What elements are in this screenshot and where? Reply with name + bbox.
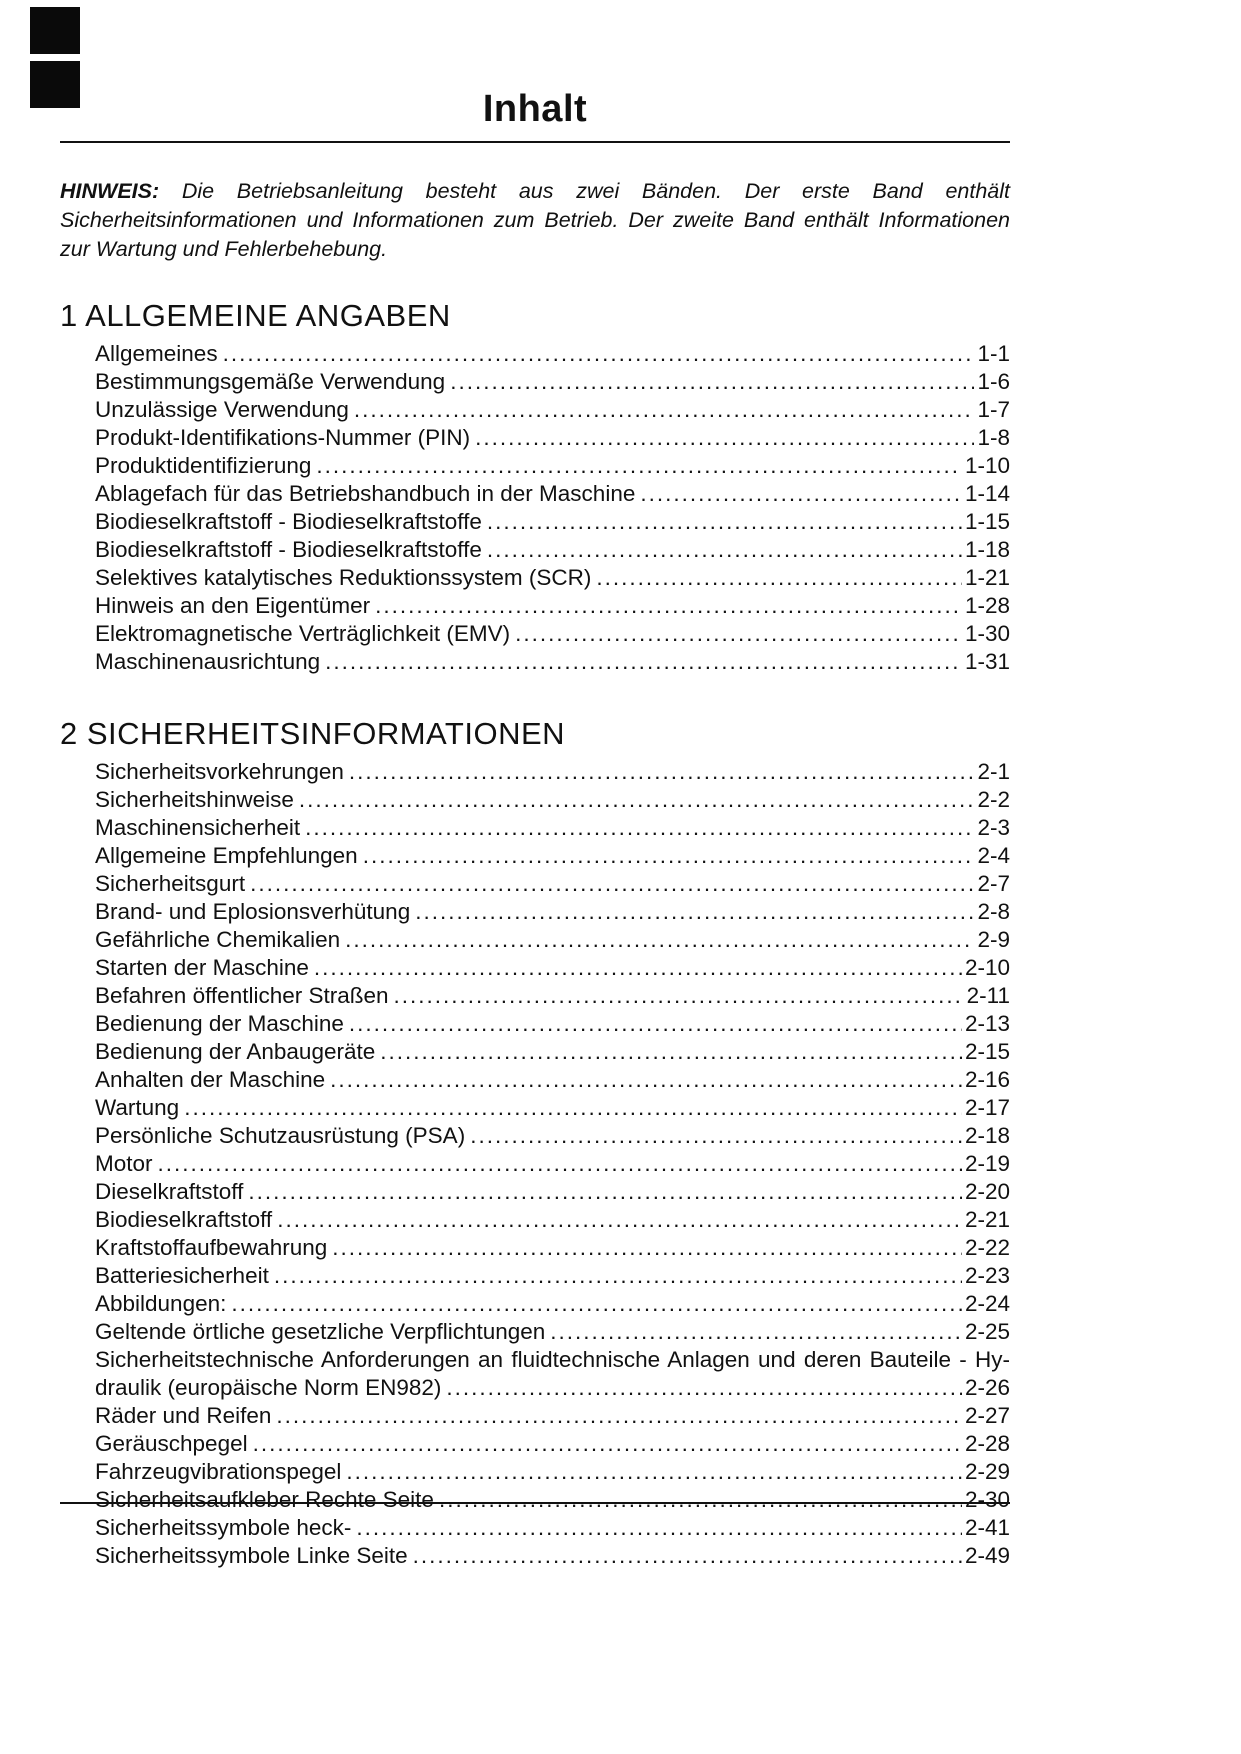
toc-entry-label: Ablagefach für das Betriebshandbuch in der Maschine: [95, 481, 636, 506]
dot-leader: [439, 1486, 962, 1514]
toc-entry-label: Räder und Reifen: [95, 1403, 272, 1428]
toc-row: [95, 1038, 1010, 1066]
toc-row: [95, 1122, 1010, 1150]
toc-entry-label: Batteriesicherheit: [95, 1263, 269, 1288]
toc-row: [95, 508, 1010, 536]
toc-page-number: 1-31: [964, 649, 1010, 674]
toc-page-number: 2-20: [964, 1179, 1010, 1204]
dot-leader: [375, 592, 962, 620]
dot-leader: [231, 1290, 962, 1318]
toc-page-number: 2-9: [977, 927, 1010, 952]
toc-page-number: 2-28: [964, 1431, 1010, 1456]
toc-page-number: 2-27: [964, 1403, 1010, 1428]
toc-entry-label: Maschinensicherheit: [95, 815, 301, 840]
toc-entry-label: Sicherheitsaufkleber Rechte Seite: [95, 1487, 434, 1512]
dot-leader: [596, 564, 962, 592]
toc-entry-label: Allgemeines: [95, 341, 218, 366]
dot-leader: [305, 814, 974, 842]
toc-row: [95, 480, 1010, 508]
toc-page-number: 2-21: [964, 1207, 1010, 1232]
toc-entry-label: Biodieselkraftstoff - Biodieselkraftstoffe: [95, 509, 482, 534]
toc-entry-label: Bedienung der Maschine: [95, 1011, 344, 1036]
toc-entry-label: Starten der Maschine: [95, 955, 309, 980]
toc-row: [95, 1150, 1010, 1178]
dot-leader: [380, 1038, 962, 1066]
toc-page-number: 1-14: [964, 481, 1010, 506]
toc-row: [95, 1262, 1010, 1290]
toc-page-number: 2-23: [964, 1263, 1010, 1288]
dot-leader: [487, 536, 962, 564]
toc-row: [95, 1178, 1010, 1206]
dot-leader: [415, 898, 974, 926]
dot-leader: [223, 340, 975, 368]
toc-row: [95, 620, 1010, 648]
toc-section: [60, 716, 1010, 1570]
dot-leader: [349, 1010, 962, 1038]
toc-entry-label: Geltende örtliche gesetzliche Verpflichtungen: [95, 1319, 546, 1344]
note-label: HINWEIS:: [60, 179, 160, 203]
toc-entry-label: Befahren öffentlicher Straßen: [95, 983, 389, 1008]
toc-row: [95, 340, 1010, 368]
toc-section: [60, 298, 1010, 676]
toc-page-number: 1-21: [964, 565, 1010, 590]
dot-leader: [640, 480, 962, 508]
toc-row: [95, 424, 1010, 452]
toc-entry-label: Motor: [95, 1151, 153, 1176]
toc-page-number: 2-26: [964, 1375, 1010, 1400]
toc-row: [95, 1374, 1010, 1402]
toc-page-number: 2-24: [964, 1291, 1010, 1316]
dot-leader: [325, 648, 962, 676]
section-heading: 2 SICHERHEITSINFORMATIONEN: [60, 716, 566, 751]
toc-page-number: 2-13: [964, 1011, 1010, 1036]
toc-entry-label: Maschinenausrichtung: [95, 649, 321, 674]
toc-page-number: 1-6: [977, 369, 1010, 394]
toc-page-number: 2-49: [964, 1543, 1010, 1568]
toc-entry-label: draulik (europäische Norm EN982): [95, 1375, 442, 1400]
toc-page-number: 2-16: [964, 1067, 1010, 1092]
section-heading: 1 ALLGEMEINE ANGABEN: [60, 298, 451, 333]
toc-row: [95, 814, 1010, 842]
toc-row: [95, 1430, 1010, 1458]
dot-leader: [413, 1542, 962, 1570]
toc: [60, 298, 1010, 1570]
toc-page-number: 2-4: [977, 843, 1010, 868]
toc-page-number: 2-11: [966, 983, 1010, 1008]
dot-leader: [450, 368, 974, 396]
toc-row: [95, 1234, 1010, 1262]
dot-leader: [277, 1206, 962, 1234]
toc-entry-label: Geräuschpegel: [95, 1431, 248, 1456]
dot-leader: [363, 842, 975, 870]
dot-leader: [349, 758, 975, 786]
toc-entry-label: Sicherheitsgurt: [95, 871, 246, 896]
toc-row: [95, 954, 1010, 982]
dot-leader: [446, 1374, 962, 1402]
dot-leader: [276, 1402, 962, 1430]
dot-leader: [470, 1122, 962, 1150]
toc-entry-label: Sicherheitstechnische Anforderungen an fluidtechnische Anlagen und deren Bauteile - Hy-: [95, 1347, 1010, 1372]
toc-page-number: 1-30: [964, 621, 1010, 646]
page-title: Inhalt: [482, 88, 588, 130]
toc-row: [95, 368, 1010, 396]
note-paragraph: [60, 177, 1010, 264]
dot-leader: [354, 396, 975, 424]
toc-entry-label: Elektromagnetische Verträglichkeit (EMV): [95, 621, 511, 646]
toc-entry-label: Dieselkraftstoff: [95, 1179, 244, 1204]
toc-row: [95, 452, 1010, 480]
toc-row: [95, 870, 1010, 898]
toc-row: [95, 926, 1010, 954]
toc-page-number: 2-15: [964, 1039, 1010, 1064]
toc-entry-label: Brand- und Eplosionsverhütung: [95, 899, 411, 924]
toc-entry-label: Sicherheitssymbole heck-: [95, 1515, 352, 1540]
toc-page-number: 2-1: [977, 759, 1010, 784]
dot-leader: [248, 1178, 962, 1206]
dot-leader: [346, 1458, 962, 1486]
toc-entry-label: Anhalten der Maschine: [95, 1067, 326, 1092]
dot-leader: [487, 508, 962, 536]
toc-page-number: 1-7: [977, 397, 1010, 422]
toc-page-number: 1-28: [964, 593, 1010, 618]
toc-row: [95, 842, 1010, 870]
toc-row: [95, 592, 1010, 620]
toc-page-number: 2-3: [977, 815, 1010, 840]
toc-row: [95, 536, 1010, 564]
dot-leader: [253, 1430, 962, 1458]
dot-leader: [274, 1262, 962, 1290]
toc-page-number: 2-29: [964, 1459, 1010, 1484]
toc-entry-label: Hinweis an den Eigentümer: [95, 593, 371, 618]
toc-entry-label: Persönliche Schutzausrüstung (PSA): [95, 1123, 466, 1148]
toc-entry-label: Unzulässige Verwendung: [95, 397, 349, 422]
dot-leader: [184, 1094, 962, 1122]
toc-entry-label: Fahrzeugvibrationspegel: [95, 1459, 342, 1484]
dot-leader: [330, 1066, 962, 1094]
toc-entry-label: Sicherheitsvorkehrungen: [95, 759, 344, 784]
dot-leader: [250, 870, 974, 898]
toc-entry-label: Sicherheitshinweise: [95, 787, 294, 812]
toc-row: [95, 1094, 1010, 1122]
toc-entry-label: Produktidentifizierung: [95, 453, 312, 478]
toc-row: [95, 1458, 1010, 1486]
toc-entry-label: Abbildungen:: [95, 1291, 227, 1316]
toc-page-number: 1-1: [977, 341, 1010, 366]
toc-row: [95, 1402, 1010, 1430]
toc-row: [95, 1542, 1010, 1570]
toc-entry-label: Bedienung der Anbaugeräte: [95, 1039, 376, 1064]
toc-entry-label: Allgemeine Empfehlungen: [95, 843, 358, 868]
toc-page-number: 2-22: [964, 1235, 1010, 1260]
toc-entry-label: Biodieselkraftstoff: [95, 1207, 273, 1232]
dot-leader: [475, 424, 974, 452]
toc-page-number: 2-30: [964, 1487, 1010, 1512]
toc-page-number: 1-18: [964, 537, 1010, 562]
toc-row: [95, 982, 1010, 1010]
toc-page-number: 2-8: [977, 899, 1010, 924]
toc-entry-label: Bestimmungsgemäße Verwendung: [95, 369, 446, 394]
toc-row: [95, 1206, 1010, 1234]
toc-row: [95, 1346, 1010, 1374]
toc-row: [95, 1066, 1010, 1094]
toc-page-number: 2-19: [964, 1151, 1010, 1176]
toc-page-number: 1-15: [964, 509, 1010, 534]
dot-leader: [316, 452, 962, 480]
dot-leader: [356, 1514, 962, 1542]
footer-divider: [60, 1502, 1010, 1504]
toc-row: [95, 1290, 1010, 1318]
toc-row: [95, 564, 1010, 592]
toc-row: [95, 898, 1010, 926]
dot-leader: [550, 1318, 962, 1346]
toc-entry-label: Gefährliche Chemikalien: [95, 927, 341, 952]
toc-page-number: 2-10: [964, 955, 1010, 980]
note-text: Die Betriebsanleitung besteht aus zwei Bänden. Der erste Band enthält Sicherheitsinformationen und Informationen zum Betrieb. Der zweite Band enthält Informationen zur Wartung und Fehlerbehebung.: [60, 179, 1010, 261]
toc-page-number: 2-7: [977, 871, 1010, 896]
toc-entry-label: Kraftstoffaufbewahrung: [95, 1235, 328, 1260]
dot-leader: [515, 620, 962, 648]
section-entries: [60, 340, 1010, 676]
toc-page-number: 1-10: [964, 453, 1010, 478]
toc-entry-label: Sicherheitssymbole Linke Seite: [95, 1543, 408, 1568]
toc-entry-label: Biodieselkraftstoff - Biodieselkraftstoffe: [95, 537, 482, 562]
dot-leader: [332, 1234, 962, 1262]
section-entries: [60, 758, 1010, 1570]
toc-entry-label: Wartung: [95, 1095, 180, 1120]
toc-row: [95, 786, 1010, 814]
page-content: [60, 0, 1010, 1570]
dot-leader: [299, 786, 975, 814]
dot-leader: [158, 1150, 962, 1178]
dot-leader: [314, 954, 962, 982]
dot-leader: [394, 982, 964, 1010]
toc-row: [95, 396, 1010, 424]
dot-leader: [345, 926, 974, 954]
toc-row: [95, 1318, 1010, 1346]
toc-row: [95, 1010, 1010, 1038]
toc-page-number: 2-41: [964, 1515, 1010, 1540]
toc-page-number: 1-8: [977, 425, 1010, 450]
toc-row: [95, 758, 1010, 786]
toc-row: [95, 1486, 1010, 1514]
toc-page-number: 2-18: [964, 1123, 1010, 1148]
toc-page-number: 2-17: [964, 1095, 1010, 1120]
toc-row: [95, 648, 1010, 676]
title-divider: [60, 141, 1010, 143]
toc-entry-label: Selektives katalytisches Reduktionssystem (SCR): [95, 565, 592, 590]
toc-page-number: 2-25: [964, 1319, 1010, 1344]
toc-row: [95, 1514, 1010, 1542]
toc-entry-label: Produkt-Identifikations-Nummer (PIN): [95, 425, 471, 450]
toc-page-number: 2-2: [977, 787, 1010, 812]
